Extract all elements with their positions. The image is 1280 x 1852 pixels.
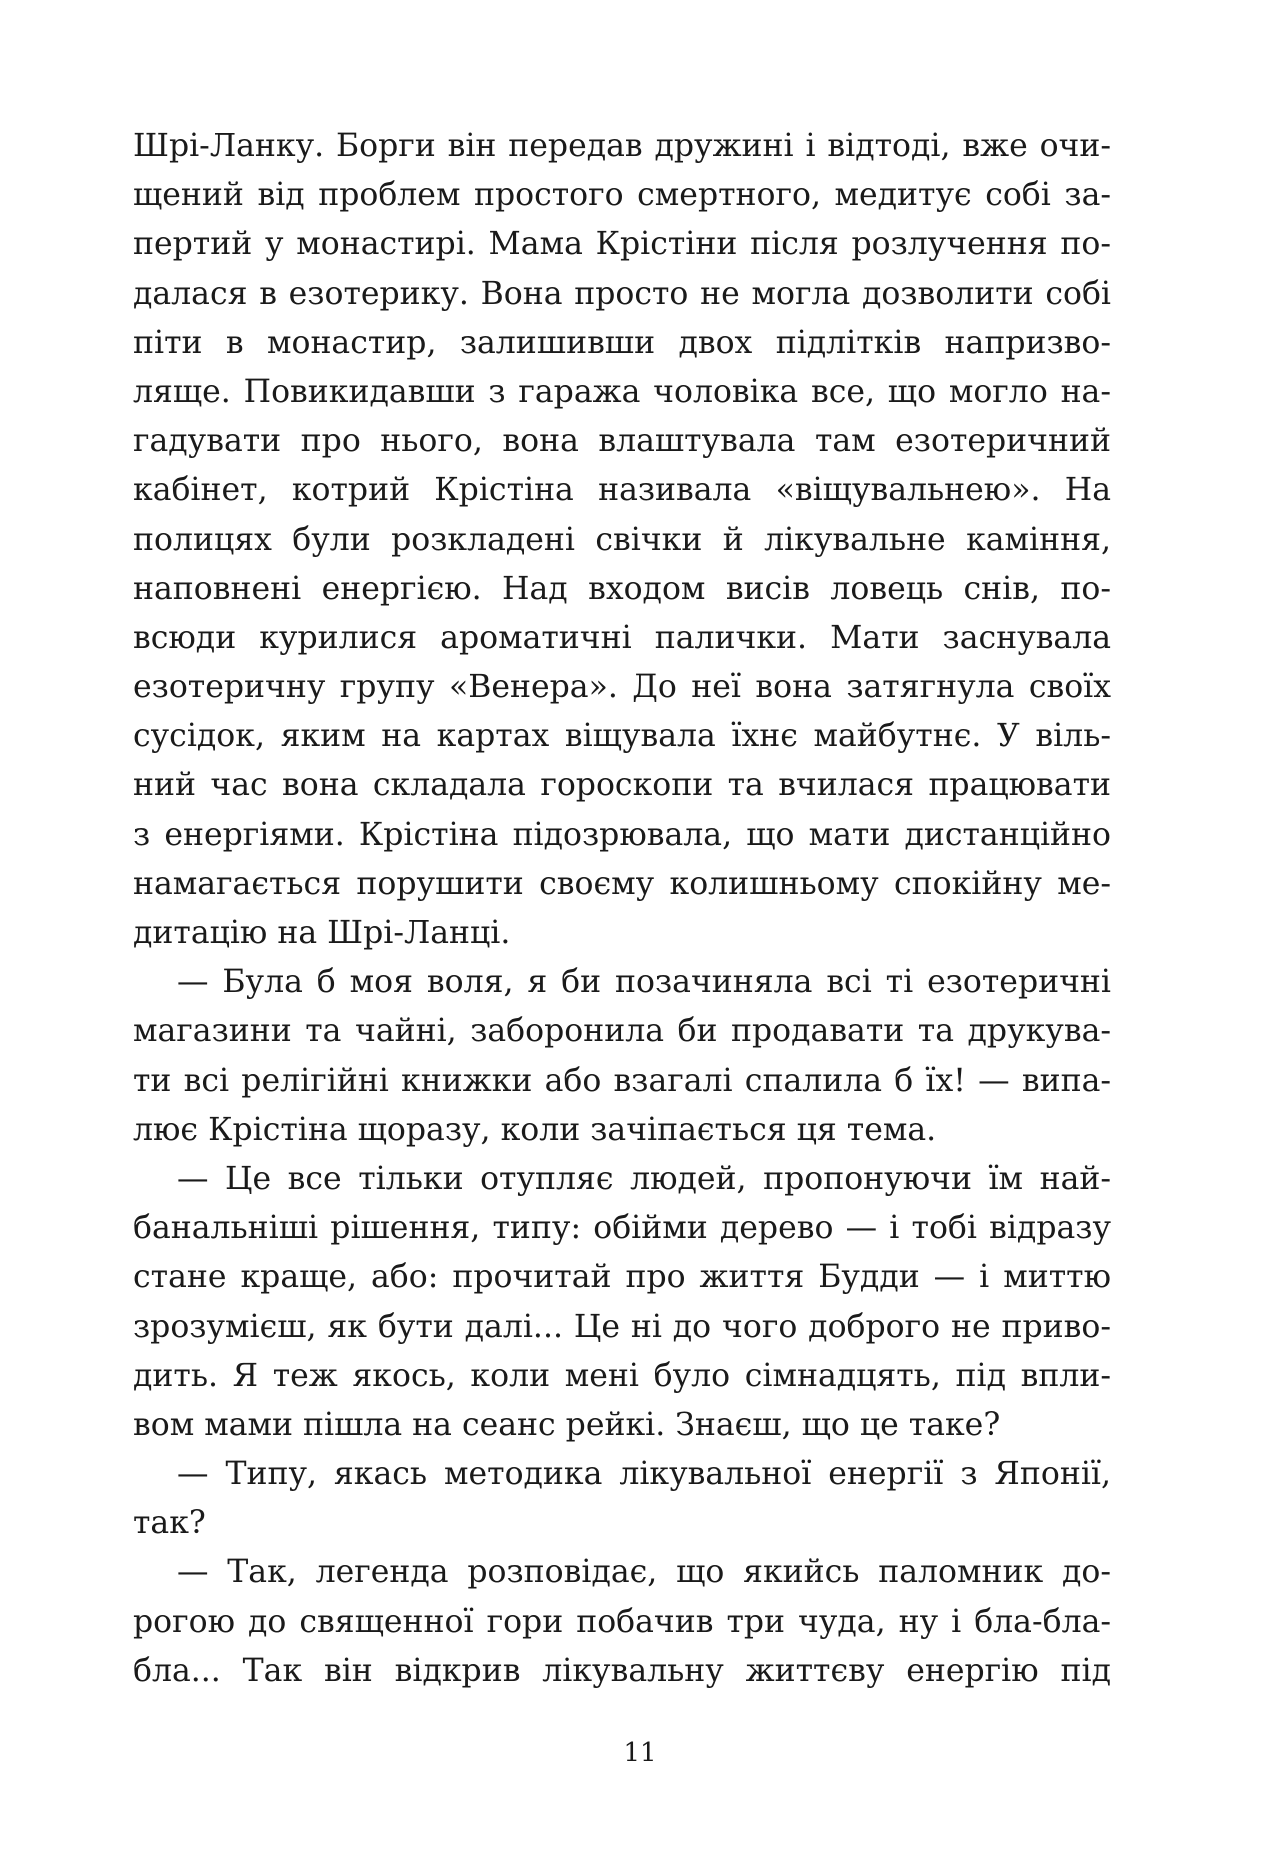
page-number: 11 bbox=[623, 1738, 657, 1768]
text-line: рогою до священної гори побачив три чуда, ну і бла-бла- bbox=[133, 1603, 1111, 1640]
text-line: гадувати про нього, вона влаштувала там езотеричний bbox=[133, 423, 1111, 460]
text-line: сусідок, яким на картах віщувала їхнє майбутнє. У віль- bbox=[133, 718, 1111, 755]
text-line: наповнені енергією. Над входом висів ловець снів, по- bbox=[133, 570, 1111, 607]
text-line: езотеричну групу «Венера». До неї вона затягнула своїх bbox=[133, 669, 1111, 706]
text-line: щений від проблем простого смертного, медитує собі за- bbox=[133, 177, 1111, 214]
text-line: лящe. Повикидавши з гаража чоловіка все, що могло на- bbox=[133, 373, 1111, 410]
text-line: банальніші рішення, типу: обійми дерево — і тобі відразу bbox=[133, 1210, 1111, 1247]
text-line: далася в езотерику. Вона просто не могла дозволити собі bbox=[133, 275, 1111, 312]
text-line: кабінет, котрий Крістіна називала «віщувальнею». На bbox=[133, 472, 1111, 509]
text-line: з енергіями. Крістіна підозрювала, що мати дистанційно bbox=[133, 816, 1111, 853]
text-line: вом мами пішла на сеанс рейкі. Знаєш, що це таке? bbox=[133, 1406, 1001, 1443]
text-line: зрозумієш, як бути далі... Це ні до чого доброго не приво- bbox=[133, 1308, 1111, 1345]
text-line: магазини та чайні, заборонила би продавати та друкува- bbox=[133, 1013, 1111, 1050]
text-line: дитацію на Шрі-Ланці. bbox=[133, 915, 511, 951]
text-line: Шрі-Ланку. Борги він передав дружині і відтоді, вже очи- bbox=[133, 128, 1111, 164]
text-line: бла... Так він відкрив лікувальну життєву енергію під bbox=[133, 1652, 1111, 1689]
text-line: полицях були розкладені свічки й лікувальне каміння, bbox=[133, 521, 1111, 558]
text-line: ти всі релігійні книжки або взагалі спалила б їх! — випа- bbox=[133, 1062, 1111, 1099]
body-text bbox=[133, 122, 1111, 1696]
text-line: піти в монастир, залишивши двох підлітків напризво- bbox=[133, 324, 1111, 361]
text-line: стане краще, або: прочитай про життя Будди — і миттю bbox=[133, 1259, 1111, 1296]
dialogue-line: — Так, легенда розповідає, що якийсь паломник до- bbox=[177, 1554, 1111, 1591]
text-line: всюди курилися ароматичні палички. Мати заснувала bbox=[133, 619, 1111, 656]
text-line: пертий у монастирі. Мама Крістіни після розлучення по- bbox=[133, 226, 1111, 263]
text-line: ний час вона складала гороскопи та вчилася працювати bbox=[133, 767, 1111, 804]
dialogue-line: — Типу, якась методика лікувальної енергії з Японії, bbox=[177, 1456, 1111, 1493]
text-line: лює Крістіна щоразу, коли зачіпається ця тема. bbox=[133, 1111, 937, 1148]
text-line: намагається порушити своєму колишньому спокійну ме- bbox=[133, 865, 1111, 902]
dialogue-line: — Це все тільки отупляє людей, пропонуючи їм най- bbox=[177, 1160, 1111, 1197]
text-line: дить. Я теж якось, коли мені було сімнадцять, під впли- bbox=[133, 1357, 1111, 1394]
dialogue-line: — Була б моя воля, я би позачиняла всі ті езотеричні bbox=[177, 964, 1111, 1001]
text-line: так? bbox=[133, 1505, 206, 1542]
